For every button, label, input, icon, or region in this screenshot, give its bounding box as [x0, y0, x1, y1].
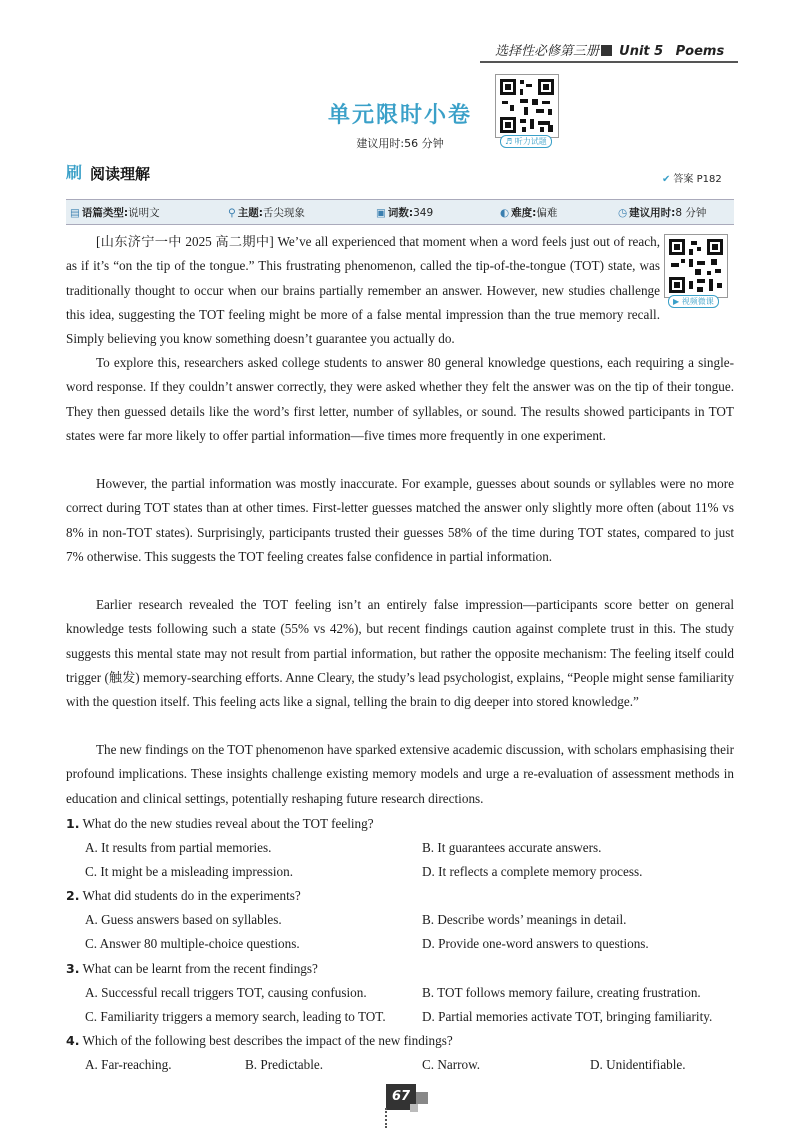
q2-option-a[interactable]: A. Guess answers based on syllables.	[85, 912, 282, 927]
question-number: 1.	[66, 816, 80, 831]
question-4	[66, 1031, 453, 1051]
q1-option-a[interactable]: A. It results from partial memories.	[85, 840, 272, 855]
q1-option-c[interactable]: C. It might be a misleading impression.	[85, 864, 294, 879]
qr-code-icon	[665, 235, 727, 297]
q4-option-b[interactable]: B. Predictable.	[245, 1057, 324, 1072]
question-stem: Which of the following best describes the impact of the new findings?	[82, 1033, 453, 1048]
page-title: 单元限时小卷	[327, 103, 472, 128]
q4-option-a[interactable]: A. Far-reaching.	[85, 1057, 172, 1072]
question-number: 2.	[66, 888, 80, 903]
section-title: 阅读理解	[90, 165, 151, 183]
listening-qr-code[interactable]	[495, 74, 559, 138]
question-stem: What do the new studies reveal about the TOT feeling?	[82, 816, 374, 831]
page-number-decoration	[410, 1104, 418, 1112]
passage-paragraph-4-wrap	[66, 593, 734, 714]
header-unit: Unit 5	[619, 44, 664, 59]
running-header	[495, 40, 735, 62]
difficulty-label: 难度:	[511, 207, 537, 219]
passage-info-bar	[66, 199, 734, 225]
passage-paragraph-2-wrap	[66, 351, 734, 448]
difficulty-info	[500, 205, 557, 220]
clock-icon: ◷	[618, 207, 628, 219]
difficulty-value: 偏难	[536, 207, 558, 219]
passage-paragraph-5: The new findings on the TOT phenomenon have sparked extensive academic discussion, with scholars emphasising their profound implications. These insights challenge existing memory models and urge a re-evaluation of assessment methods in education and clinical settings, potentially reshaping future research directions.	[66, 742, 734, 806]
page-number: 67	[386, 1084, 416, 1110]
theme-info	[228, 205, 305, 220]
video-caption[interactable]	[668, 295, 719, 308]
brush-icon: 刷	[66, 163, 83, 182]
q1-option-d[interactable]: D. It reflects a complete memory process.	[422, 864, 643, 879]
passage-paragraph-1-part	[66, 230, 660, 351]
answer-reference	[662, 170, 722, 185]
question-number: 4.	[66, 1033, 80, 1048]
square-marker-icon	[601, 45, 612, 56]
q3-option-a[interactable]: A. Successful recall triggers TOT, causing confusion.	[85, 985, 367, 1000]
q4-option-d[interactable]: D. Unidentifiable.	[590, 1057, 686, 1072]
q2-option-d[interactable]: D. Provide one-word answers to questions.	[422, 936, 649, 951]
dotted-line	[385, 1108, 389, 1128]
passage-paragraph-2: To explore this, researchers asked college students to answer 80 general knowledge questions, each requiring a single-word response. If they couldn’t answer correctly, they were asked whether they felt the answer was on the tip of their tongue. They then guessed details like the word’s first letter, number of syllables, or sound. The results showed participants in TOT states were far more likely to offer partial information—five times more frequently in one experiment.	[66, 355, 734, 443]
question-2	[66, 886, 301, 906]
gauge-icon: ◐	[500, 207, 510, 219]
header-rule	[480, 61, 738, 63]
q4-option-c[interactable]: C. Narrow.	[422, 1057, 481, 1072]
answer-ref-text: 答案 P182	[673, 174, 722, 185]
passage-paragraph-3: However, the partial information was mostly inaccurate. For example, guesses about sounds or syllables were no more correct during TOT states than at other times. First-letter guesses matched the answer only slightly more often (about 11% vs 8% in non-TOT states). Surprisingly, participants trusted their guesses 58% of the time during TOT states, compared to just 7% otherwise. This suggests the TOT feeling creates false confidence in partial information.	[66, 476, 734, 564]
time-info	[618, 205, 706, 220]
question-1	[66, 814, 374, 834]
suggested-time: 建议用时:56 分钟	[356, 137, 444, 150]
genre-label: 语篇类型:	[81, 207, 129, 219]
question-3	[66, 959, 318, 979]
book-icon: ▣	[376, 207, 386, 219]
q3-option-b[interactable]: B. TOT follows memory failure, creating frustration.	[422, 985, 701, 1000]
q2-option-b[interactable]: B. Describe words’ meanings in detail.	[422, 912, 627, 927]
q3-option-d[interactable]: D. Partial memories activate TOT, bringing familiarity.	[422, 1009, 713, 1024]
words-label: 词数:	[387, 207, 414, 219]
qr-code-icon	[496, 75, 558, 137]
listening-caption[interactable]	[500, 135, 552, 148]
check-icon: ✔	[662, 174, 671, 185]
passage-paragraph-1: [山东济宁一中 2025 高二期中] We’ve all experienced that moment when a word feels just out of reach, as if it’s “on the tip of the tongue.” This frustrating phenomenon, called the tip-of-the-tongue (TOT) state, was traditionally thought to occur when our brains partially remember an answer. However, new studies challenge this idea, suggesting the TOT feeling might be more of a false mental impression than the true memory recall. Simply believing you know something doesn’t guarantee you actually do.	[66, 234, 660, 347]
video-qr-code[interactable]	[664, 234, 728, 298]
time-label: 建议用时:	[629, 207, 676, 219]
theme-label: 主题:	[237, 207, 263, 219]
play-icon: ▶	[673, 297, 680, 306]
genre-info	[70, 205, 160, 220]
question-stem: What can be learnt from the recent findings?	[82, 961, 318, 976]
headphone-icon: ♬	[505, 137, 513, 146]
theme-value: 舌尖现象	[262, 207, 305, 219]
search-icon: ⚲	[228, 207, 236, 219]
video-label: 视频微课	[681, 297, 714, 306]
q2-option-c[interactable]: C. Answer 80 multiple-choice questions.	[85, 936, 300, 951]
words-info	[376, 205, 433, 220]
question-stem: What did students do in the experiments?	[82, 888, 301, 903]
passage-paragraph-5-wrap	[66, 738, 734, 811]
q1-option-b[interactable]: B. It guarantees accurate answers.	[422, 840, 602, 855]
header-book: 选择性必修第三册	[495, 44, 600, 59]
genre-value: 说明文	[128, 207, 160, 219]
passage-paragraph-3-wrap	[66, 472, 734, 569]
document-icon: ▤	[70, 207, 80, 219]
passage-paragraph-4: Earlier research revealed the TOT feeling isn’t an entirely false impression—participants score better on general knowledge tests following such a state (55% vs 42%), but recent findings caution against complete trust in this. The study suggests this mental state may not result from partial information, but rather the opposite mechanism: The feeling itself could trigger (触发) memory-searching efforts. Anne Cleary, the study’s lead psychologist, explains, “People might sense familiarity with the question itself. This feeling acts like a signal, telling the brain to dig deeper into stored knowledge.”	[66, 597, 734, 710]
q3-option-c[interactable]: C. Familiarity triggers a memory search, leading to TOT.	[85, 1009, 386, 1024]
page-number-decoration	[416, 1092, 428, 1104]
time-value: 8 分钟	[675, 207, 707, 219]
question-number: 3.	[66, 961, 80, 976]
words-value: 349	[413, 207, 434, 219]
header-topic: Poems	[675, 44, 725, 59]
listening-label: 听力试题	[514, 137, 547, 146]
